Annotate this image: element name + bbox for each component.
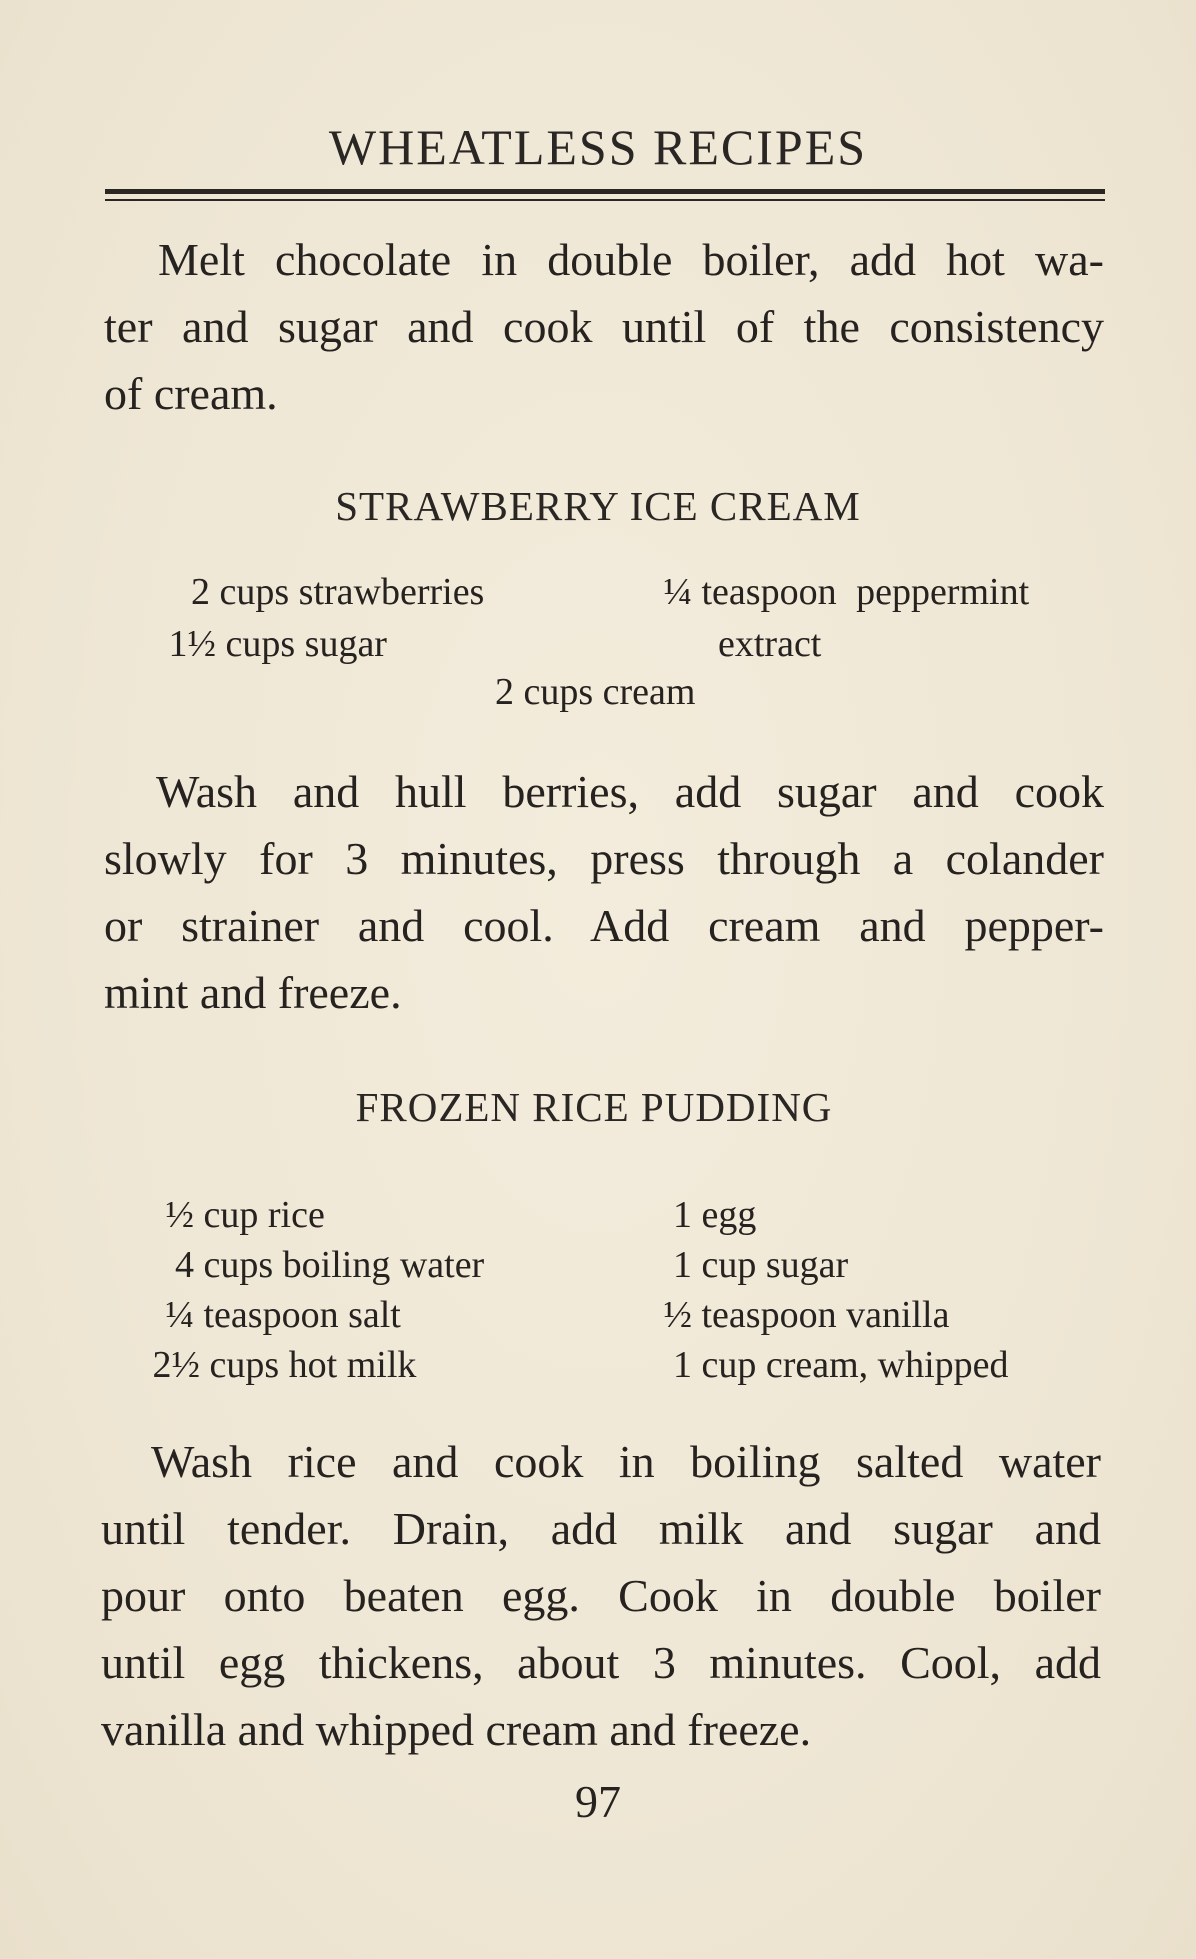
- paragraph-line: slowly for 3 minutes, press through a colander: [104, 833, 1104, 884]
- ingredient-qty: 1: [673, 1344, 692, 1386]
- recipe-title-frozen-rice-pudding: FROZEN RICE PUDDING: [355, 1084, 833, 1130]
- ingredient-qty: ¼: [165, 1294, 194, 1336]
- header-rule-thin: [105, 199, 1105, 201]
- ingredient-name: cup rice: [203, 1194, 325, 1236]
- paragraph-line: Wash rice and cook in boiling salted water: [151, 1436, 1101, 1487]
- ingredient-name: cup sugar: [701, 1244, 849, 1286]
- ingredient-name: cup cream, whipped: [701, 1344, 1009, 1386]
- paragraph-line: vanilla and whipped cream and freeze.: [101, 1704, 812, 1755]
- paragraph-line: Melt chocolate in double boiler, add hot wa-: [158, 234, 1104, 285]
- ingredient-name: cups cream: [523, 671, 696, 713]
- recipe-title-strawberry-ice-cream: STRAWBERRY ICE CREAM: [335, 483, 861, 529]
- ingredient-name: teaspoon peppermint: [701, 571, 1030, 613]
- ingredient-item: [150, 622, 387, 666]
- paragraph-line: of cream.: [104, 368, 278, 419]
- ingredient-qty: 4: [175, 1244, 194, 1286]
- ingredient-item: [136, 1343, 416, 1387]
- ingredient-item: [718, 622, 821, 666]
- recipe-directions-rice-pudding: [101, 1428, 1101, 1763]
- paragraph-line: until egg thickens, about 3 minutes. Cool, add: [101, 1637, 1101, 1688]
- ingredient-item: [648, 1193, 756, 1237]
- ingredient-qty: ¼: [663, 571, 692, 613]
- ingredient-qty: ½: [165, 1194, 194, 1236]
- ingredient-qty: 2: [191, 571, 210, 613]
- paragraph-line: pour onto beaten egg. Cook in double boiler: [101, 1570, 1101, 1621]
- ingredient-qty: 1: [673, 1194, 692, 1236]
- recipe-directions-strawberry: [104, 758, 1104, 1026]
- ingredient-item: [140, 1293, 401, 1337]
- ingredient-qty: ½: [663, 1294, 692, 1336]
- paragraph-line: mint and freeze.: [104, 967, 402, 1018]
- paragraph-line: ter and sugar and cook until of the consistency: [104, 301, 1104, 352]
- ingredient-name: cups boiling water: [203, 1244, 485, 1286]
- ingredient-name: egg: [701, 1194, 757, 1236]
- ingredient-item: [150, 570, 484, 614]
- ingredient-qty: 2: [495, 671, 514, 713]
- ingredient-name: teaspoon salt: [203, 1294, 401, 1336]
- ingredient-item: [140, 1193, 325, 1237]
- ingredient-qty: 1½: [168, 623, 216, 665]
- ingredient-name: cups strawberries: [219, 571, 485, 613]
- ingredient-name: cups sugar: [225, 623, 387, 665]
- paragraph-line: or strainer and cool. Add cream and pepper-: [104, 900, 1104, 951]
- ingredient-item: [648, 1293, 949, 1337]
- ingredient-qty: 2½: [152, 1344, 200, 1386]
- paragraph-line: Wash and hull berries, add sugar and cook: [156, 766, 1104, 817]
- ingredient-qty: 1: [673, 1244, 692, 1286]
- paragraph-line: until tender. Drain, add milk and sugar and: [101, 1503, 1101, 1554]
- running-head: WHEATLESS RECIPES: [328, 119, 868, 175]
- ingredient-name: extract: [718, 623, 822, 665]
- page-number: 97: [575, 1776, 621, 1827]
- intro-paragraph: [104, 226, 1104, 427]
- ingredient-item: [488, 670, 695, 714]
- ingredient-item: [140, 1243, 484, 1287]
- ingredient-item: [648, 1343, 1009, 1387]
- header-rule-thick: [105, 189, 1105, 194]
- ingredient-name: teaspoon vanilla: [701, 1294, 950, 1336]
- ingredient-name: cups hot milk: [209, 1344, 417, 1386]
- ingredient-item: [648, 1243, 848, 1287]
- ingredient-item: [650, 570, 1029, 614]
